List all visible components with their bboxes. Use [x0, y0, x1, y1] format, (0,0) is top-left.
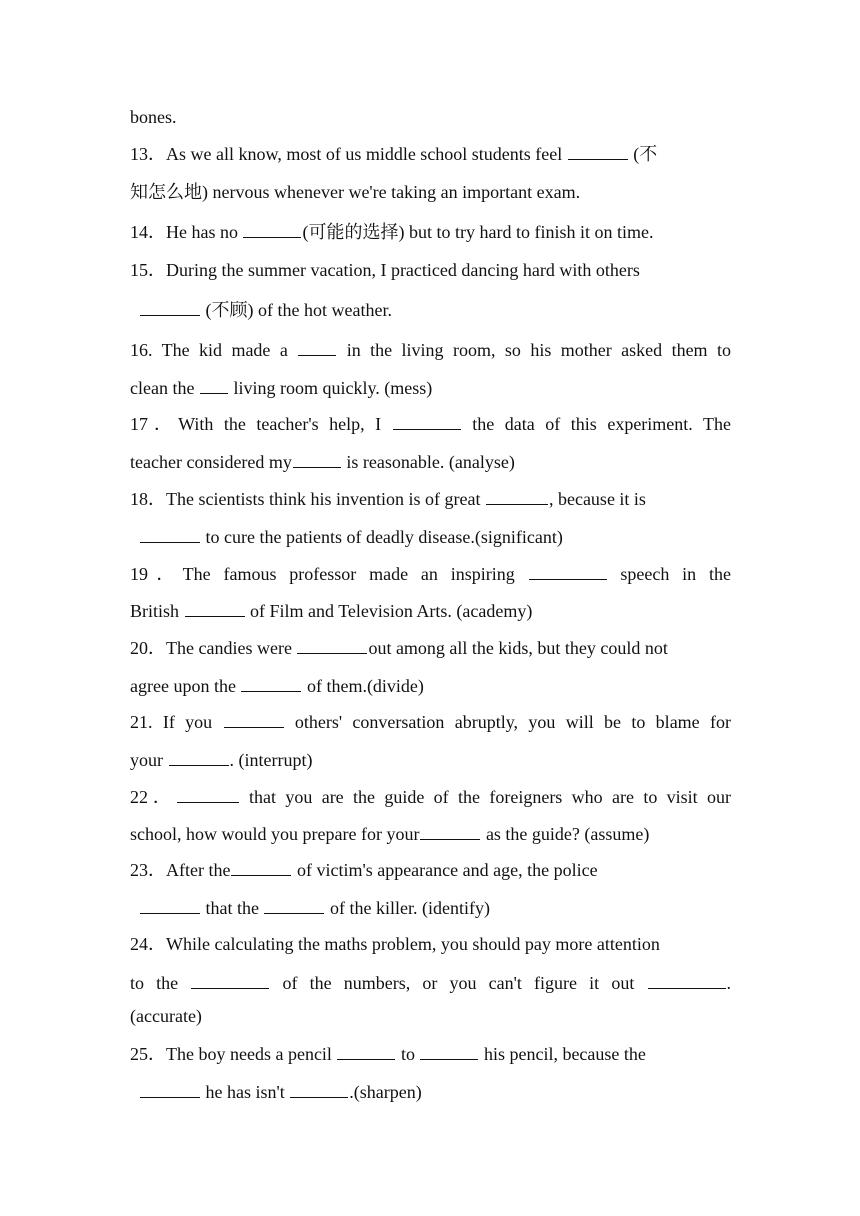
answer-blank[interactable]	[290, 1079, 348, 1098]
line-text: of the killer. (identify)	[325, 898, 490, 918]
text-line	[130, 411, 731, 435]
answer-blank[interactable]	[393, 411, 461, 430]
text-line	[130, 709, 731, 733]
line-text: of Film and Television Arts. (academy)	[245, 601, 533, 621]
line-text: (可能的选择) but to try hard to finish it on time.	[302, 222, 654, 242]
line-text: that the	[201, 898, 264, 918]
line-text: clean the	[130, 378, 199, 398]
answer-blank[interactable]	[200, 375, 228, 394]
line-text: 20．The candies were	[130, 638, 297, 658]
text-line	[139, 895, 731, 919]
line-text: school, how would you prepare for your	[130, 824, 420, 844]
text-line	[130, 219, 731, 243]
line-text: 17．With the teacher's help, I	[130, 414, 392, 434]
line-text: 25．The boy needs a pencil	[130, 1044, 337, 1064]
line-text: 16. The kid made a	[130, 340, 298, 360]
answer-blank[interactable]	[185, 598, 245, 617]
answer-blank[interactable]	[420, 1041, 478, 1060]
line-text: teacher considered my	[130, 452, 292, 472]
text-line	[130, 561, 731, 585]
answer-blank[interactable]	[648, 970, 726, 989]
line-text: others' conversation abruptly, you will be to blame for	[284, 712, 731, 732]
line-text: bones.	[130, 107, 177, 127]
answer-blank[interactable]	[169, 747, 229, 766]
answer-blank[interactable]	[297, 635, 367, 654]
answer-blank[interactable]	[420, 821, 480, 840]
answer-blank[interactable]	[191, 970, 269, 989]
answer-blank[interactable]	[486, 486, 548, 505]
line-text: that you are the guide of the foreigners who are to visit our	[239, 787, 731, 807]
line-text: to the	[130, 973, 191, 993]
line-text: 15．During the summer vacation, I practiced dancing hard with others	[130, 260, 640, 280]
text-line	[130, 337, 731, 361]
text-line	[130, 857, 731, 881]
answer-blank[interactable]	[140, 895, 200, 914]
line-text: your	[130, 750, 168, 770]
line-text: .(sharpen)	[349, 1082, 422, 1102]
line-text: 21. If you	[130, 712, 223, 732]
answer-blank[interactable]	[243, 219, 301, 238]
text-line	[130, 1041, 731, 1065]
text-line	[139, 524, 731, 548]
text-line	[130, 932, 731, 956]
line-text: 13．As we all know, most of us middle school students feel	[130, 144, 567, 164]
line-text: to cure the patients of deadly disease.(significant)	[201, 527, 563, 547]
text-line	[130, 673, 731, 697]
text-line	[130, 635, 731, 659]
text-line	[130, 598, 731, 622]
answer-blank[interactable]	[140, 297, 200, 316]
text-line	[130, 180, 731, 204]
answer-blank[interactable]	[293, 449, 341, 468]
text-line	[130, 258, 731, 282]
text-line	[130, 141, 731, 165]
text-line	[139, 297, 731, 321]
line-text: 知怎么地) nervous whenever we're taking an important exam.	[130, 182, 581, 202]
text-line	[130, 1004, 731, 1028]
answer-blank[interactable]	[337, 1041, 395, 1060]
text-line	[130, 375, 731, 399]
answer-blank[interactable]	[264, 895, 324, 914]
answer-blank[interactable]	[298, 337, 336, 356]
line-text: . (interrupt)	[229, 750, 313, 770]
line-text: of the numbers, or you can't figure it out	[270, 973, 647, 993]
line-text: as the guide? (assume)	[481, 824, 650, 844]
line-text: speech in the	[607, 564, 731, 584]
answer-blank[interactable]	[140, 1079, 200, 1098]
line-text: of them.(divide)	[302, 676, 424, 696]
answer-blank[interactable]	[568, 141, 628, 160]
text-line	[130, 970, 731, 994]
line-text: 19．The famous professor made an inspiring	[130, 564, 528, 584]
text-line	[130, 747, 731, 771]
line-text: 22．	[130, 787, 176, 807]
text-line	[139, 1079, 731, 1103]
line-text: 14．He has no	[130, 222, 243, 242]
text-line	[130, 105, 731, 129]
line-text: is reasonable. (analyse)	[341, 452, 515, 472]
line-text: (不顾) of the hot weather.	[201, 300, 392, 320]
line-text: to	[396, 1044, 420, 1064]
line-text: he has isn't	[201, 1082, 290, 1102]
line-text: his pencil, because the	[479, 1044, 646, 1064]
answer-blank[interactable]	[224, 709, 284, 728]
line-text: 23．After the	[130, 860, 231, 880]
answer-blank[interactable]	[177, 784, 239, 803]
line-text: out among all the kids, but they could not	[368, 638, 668, 658]
line-text: agree upon the	[130, 676, 241, 696]
answer-blank[interactable]	[140, 524, 200, 543]
line-text: in the living room, so his mother asked them to	[337, 340, 731, 360]
line-text: 24．While calculating the maths problem, you should pay more attention	[130, 934, 660, 954]
line-text: British	[130, 601, 184, 621]
line-text: of victim's appearance and age, the police	[292, 860, 598, 880]
line-text: .	[726, 973, 731, 993]
text-line	[130, 821, 731, 845]
line-text: , because it is	[548, 489, 646, 509]
text-line	[130, 784, 731, 808]
answer-blank[interactable]	[231, 857, 291, 876]
line-text: (accurate)	[130, 1006, 202, 1026]
text-line	[130, 449, 731, 473]
line-text: the data of this experiment. The	[461, 414, 731, 434]
line-text: living room quickly. (mess)	[228, 378, 433, 398]
line-text: (不	[628, 144, 658, 164]
answer-blank[interactable]	[529, 561, 607, 580]
line-text: 18．The scientists think his invention is of great	[130, 489, 485, 509]
text-line	[130, 486, 731, 510]
answer-blank[interactable]	[241, 673, 301, 692]
